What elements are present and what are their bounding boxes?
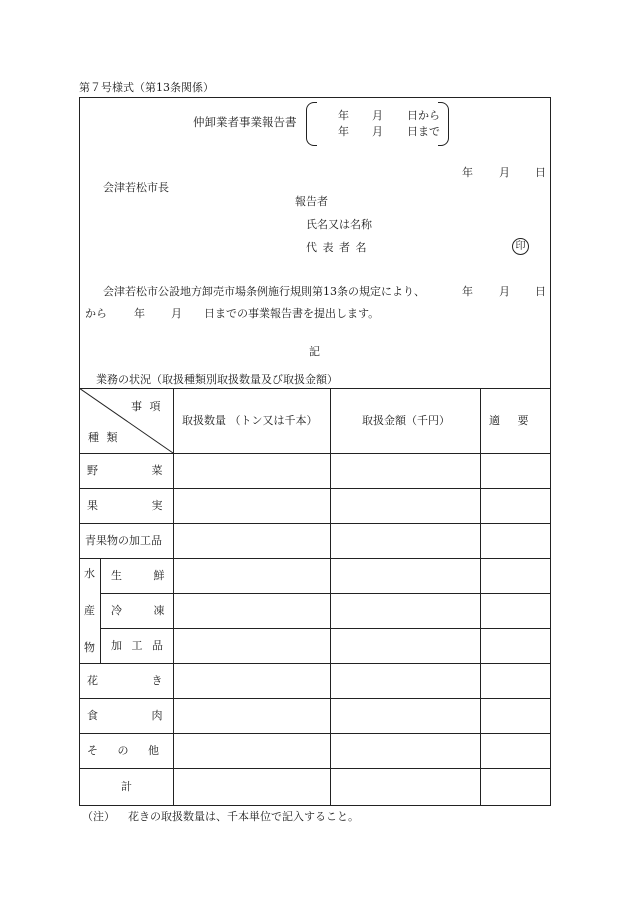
report-date-month: 月 <box>499 166 510 179</box>
header-diagonal <box>79 388 174 454</box>
header-amount: 取扱金額（千円） <box>362 414 450 427</box>
note-label: （注） <box>82 810 115 823</box>
table-row-rule <box>100 628 551 629</box>
report-date-year: 年 <box>462 166 473 179</box>
section-title: 業務の状況（取扱種類別取扱数量及び取扱金額） <box>96 373 338 386</box>
body-line-2-year: 年 <box>134 307 145 320</box>
period-bracket-left <box>306 102 317 146</box>
period-to-month: 月 <box>372 125 383 138</box>
form-number: 第７号様式（第13条関係） <box>79 81 214 94</box>
body-date-year: 年 <box>462 285 473 298</box>
row-vegetables: 野 菜 <box>87 464 163 477</box>
report-date-day: 日 <box>535 166 546 179</box>
form-title: 仲卸業者事業報告書 <box>193 115 297 129</box>
row-marine-processed: 加 工 品 <box>111 639 163 652</box>
period-to-year: 年 <box>338 125 349 138</box>
header-item: 事 項 <box>131 400 163 413</box>
body-line-2-month: 月 <box>171 307 182 320</box>
row-flowers: 花 き <box>87 674 163 687</box>
table-col-rule-2 <box>330 388 331 806</box>
reporter-label: 報告者 <box>295 195 328 208</box>
period-from-month: 月 <box>372 109 383 122</box>
body-line-2-start: から <box>85 307 107 320</box>
ki-label: 記 <box>309 345 320 358</box>
body-line-2-end: 日までの事業報告書を提出します。 <box>204 307 380 320</box>
seal-mark: 印 <box>512 238 529 255</box>
row-total: 計 <box>121 780 132 793</box>
body-line-1: 会津若松市公設地方卸売市場条例施行規則第13条の規定により、 <box>103 285 425 298</box>
table-col-rule-3 <box>480 388 481 806</box>
row-marine-fresh: 生 鮮 <box>111 569 165 582</box>
marine-label-1: 水 <box>84 567 95 580</box>
reporter-name-label: 氏名又は名称 <box>306 218 372 231</box>
period-from-year: 年 <box>338 109 349 122</box>
body-date-month: 月 <box>499 285 510 298</box>
period-from-day: 日から <box>407 109 440 122</box>
note-text: 花きの取扱数量は、千本単位で記入すること。 <box>128 810 359 823</box>
body-date-day: 日 <box>535 285 546 298</box>
header-kind: 種 類 <box>88 431 120 444</box>
table-row-rule <box>100 593 551 594</box>
marine-label-3: 物 <box>84 641 95 654</box>
row-fruits: 果 実 <box>87 499 163 512</box>
table-row-rule <box>79 663 551 664</box>
table-row-rule <box>79 488 551 489</box>
period-to-day: 日まで <box>407 125 440 138</box>
header-remarks: 適 要 <box>489 414 529 427</box>
header-quantity: 取扱数量 （トン又は千本） <box>182 414 318 427</box>
row-meat: 食 肉 <box>87 709 163 722</box>
table-row-rule <box>79 733 551 734</box>
table-row-rule <box>79 698 551 699</box>
addressee: 会津若松市長 <box>103 181 169 194</box>
row-other: そ の 他 <box>87 744 159 757</box>
row-processed-produce: 青果物の加工品 <box>85 534 162 547</box>
row-marine-frozen: 冷 凍 <box>111 604 165 617</box>
table-row-rule <box>79 523 551 524</box>
table-row-rule <box>79 768 551 769</box>
marine-group-rule <box>100 558 101 663</box>
table-row-rule <box>79 558 551 559</box>
representative-label: 代 表 者 名 <box>306 241 368 254</box>
marine-label-2: 産 <box>84 604 95 617</box>
